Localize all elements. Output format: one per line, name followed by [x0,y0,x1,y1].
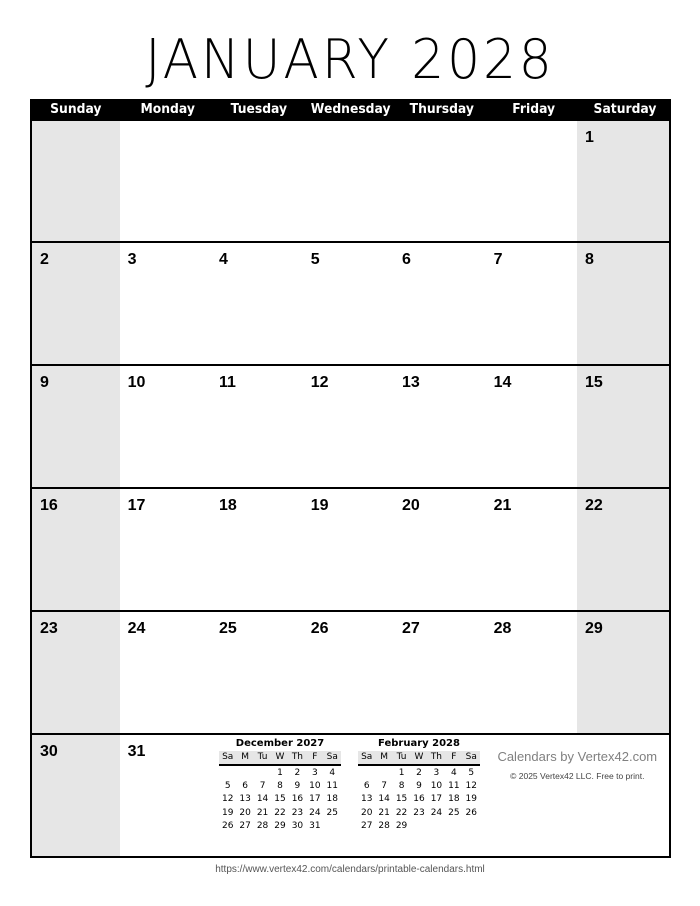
mini-calendar-weekday-row [219,751,341,766]
mini-weekday-label: Sa [222,752,234,762]
mini-day: 22 [274,807,286,818]
day-cell[interactable] [303,489,396,612]
day-cell[interactable] [30,243,122,366]
day-cell[interactable] [577,243,671,366]
mini-day: 6 [242,781,248,792]
day-number: 12 [310,374,329,391]
mini-day: 13 [360,794,373,805]
mini-calendar-title: February 2028 [378,738,460,749]
mini-calendar-previous [219,737,341,833]
day-number: 25 [219,620,237,637]
mini-day: 12 [465,781,477,792]
day-cell[interactable] [577,366,671,489]
mini-day: 2 [294,768,301,778]
day-number: 29 [585,620,603,637]
mini-day [236,767,253,780]
mini-day: 2 [416,768,422,778]
day-cell[interactable] [303,121,396,243]
branding-box [486,735,671,858]
day-number: 8 [585,251,594,268]
day-number: 6 [402,251,411,268]
day-number: 19 [310,497,329,514]
mini-day: 10 [309,781,321,792]
mini-weekday-label: W [275,752,285,762]
day-number: 10 [127,374,146,391]
day-number: 22 [585,497,603,514]
mini-day: 3 [311,768,318,778]
mini-day [324,820,341,833]
mini-day: 23 [291,807,304,818]
mini-day [445,820,462,833]
mini-weekday-label: Th [430,752,443,762]
day-number: 23 [40,620,58,637]
day-cell[interactable] [211,243,305,366]
mini-weekday-label: Th [291,752,304,762]
day-cell[interactable] [394,121,488,243]
day-number: 11 [219,374,236,391]
day-number: 5 [310,251,320,268]
page-title: JANUARY 2028 [145,28,555,91]
day-cell[interactable] [211,366,305,489]
mini-day: 14 [256,794,269,805]
day-cell[interactable] [486,489,579,612]
day-cell[interactable] [120,612,213,735]
weekday-header-friday: Friday [511,102,555,117]
day-number: 31 [127,743,146,760]
mini-day: 24 [430,807,443,818]
mini-day: 22 [395,807,408,818]
day-cell[interactable] [394,366,488,489]
weekday-header-tuesday: Tuesday [230,102,288,117]
mini-day: 4 [329,768,336,778]
mini-day: 14 [378,794,390,805]
mini-day: 1 [277,768,283,778]
day-cell[interactable] [577,612,671,735]
day-cell[interactable] [394,612,488,735]
mini-day: 7 [381,781,387,792]
mini-day: 16 [413,794,425,805]
mini-day: 24 [309,807,321,818]
mini-day: 15 [395,794,408,805]
day-number: 18 [219,497,237,514]
mini-day: 8 [398,781,405,792]
day-cell[interactable] [577,121,671,243]
day-number: 26 [310,620,329,637]
day-number: 9 [40,374,49,391]
mini-day: 19 [465,794,477,805]
weekday-header-saturday: Saturday [593,102,657,117]
day-cell[interactable] [120,121,213,243]
day-number: 28 [493,620,512,637]
mini-day: 8 [277,781,283,792]
mini-day: 6 [363,781,370,792]
mini-day: 26 [465,807,477,818]
day-cell[interactable] [211,612,305,735]
mini-day: 5 [468,768,475,778]
mini-calendar-days [219,767,341,833]
mini-day [219,767,236,780]
day-cell[interactable] [30,366,122,489]
mini-weekday-label: M [380,752,389,762]
mini-day: 27 [360,820,373,831]
day-number: 15 [585,374,603,391]
day-cell[interactable] [303,612,396,735]
day-cell[interactable] [303,366,396,489]
mini-day: 5 [224,781,231,792]
mini-weekday-label: Sa [465,752,477,762]
mini-day: 7 [259,781,266,792]
mini-day: 15 [274,794,286,805]
mini-day: 29 [395,820,408,831]
day-number: 1 [585,129,594,146]
day-number: 2 [40,251,49,268]
mini-day: 21 [256,807,269,818]
day-cell[interactable] [30,489,122,612]
mini-weekday-label: F [312,752,318,762]
day-cell[interactable] [120,735,213,858]
day-cell[interactable] [120,243,213,366]
mini-day: 4 [450,768,457,778]
mini-day: 17 [430,794,443,805]
footer-url-link[interactable]: https://www.vertex42.com/calendars/printable-calendars.html [215,864,485,875]
mini-day: 17 [309,794,321,805]
copyright-text: © 2025 Vertex42 LLC. Free to print. [510,771,645,781]
day-number: 24 [127,620,146,637]
day-cell[interactable] [486,612,579,735]
mini-day: 11 [448,781,460,792]
mini-weekday-label: Tu [257,752,268,762]
mini-day: 20 [239,807,251,818]
weekday-header-wednesday: Wednesday [310,102,391,117]
mini-calendar-next [358,737,480,833]
day-number: 14 [493,374,512,391]
mini-day [428,820,445,833]
day-number: 17 [127,497,146,514]
mini-day: 9 [416,781,422,792]
day-number: 13 [402,374,420,391]
mini-weekday-label: M [241,752,250,762]
day-number: 4 [219,251,228,268]
mini-day [410,820,427,833]
mini-day: 27 [239,820,251,831]
mini-calendars-box [211,735,488,858]
weekday-header-thursday: Thursday [409,102,474,117]
mini-day: 18 [326,794,338,805]
day-number: 7 [493,251,503,268]
weekday-header-sunday: Sunday [50,102,102,117]
mini-day: 12 [221,794,234,805]
mini-calendar-title: December 2027 [235,738,325,749]
day-number: 30 [40,743,58,760]
mini-weekday-label: W [414,752,424,762]
mini-day: 9 [294,781,301,792]
mini-day: 23 [413,807,425,818]
brand-link[interactable]: Calendars by Vertex42.com [497,749,658,764]
mini-day: 31 [309,820,321,831]
mini-weekday-label: F [451,752,457,762]
mini-day: 20 [360,807,373,818]
calendar-grid [30,99,671,858]
mini-weekday-label: Sa [326,752,338,762]
day-number: 3 [127,251,137,268]
mini-day: 21 [378,807,390,818]
mini-day [463,820,480,833]
day-cell[interactable] [486,243,579,366]
mini-day: 13 [239,794,251,805]
mini-day: 10 [430,781,443,792]
mini-weekday-label: Tu [396,752,407,762]
mini-day: 18 [448,794,460,805]
mini-day: 26 [221,820,234,831]
mini-day: 16 [291,794,304,805]
mini-day: 28 [378,820,390,831]
mini-day: 3 [433,768,440,778]
day-cell[interactable] [30,735,122,858]
day-cell[interactable] [120,489,213,612]
mini-day: 25 [326,807,338,818]
day-cell[interactable] [120,366,213,489]
day-cell[interactable] [486,366,579,489]
day-cell[interactable] [394,489,488,612]
day-number: 20 [402,497,420,514]
day-number: 27 [402,620,420,637]
mini-calendar-weekday-row [358,751,480,766]
day-cell[interactable] [486,121,579,243]
day-cell[interactable] [303,243,396,366]
mini-weekday-label: Sa [361,752,373,762]
mini-day: 30 [291,820,304,831]
mini-day: 25 [448,807,460,818]
weekday-header-monday: Monday [140,102,195,117]
mini-day [375,767,392,780]
day-cell[interactable] [211,121,305,243]
day-number: 16 [40,497,58,514]
mini-day: 29 [274,820,286,831]
day-number: 21 [493,497,512,514]
mini-day [358,767,375,780]
mini-day: 28 [256,820,269,831]
day-cell[interactable] [577,489,671,612]
day-cell[interactable] [30,121,122,243]
mini-day: 11 [326,781,338,792]
day-cell[interactable] [211,489,305,612]
mini-day: 19 [221,807,234,818]
day-cell[interactable] [394,243,488,366]
mini-day [254,767,271,780]
day-cell[interactable] [30,612,122,735]
mini-day: 1 [398,768,405,778]
mini-calendar-days [358,767,480,833]
